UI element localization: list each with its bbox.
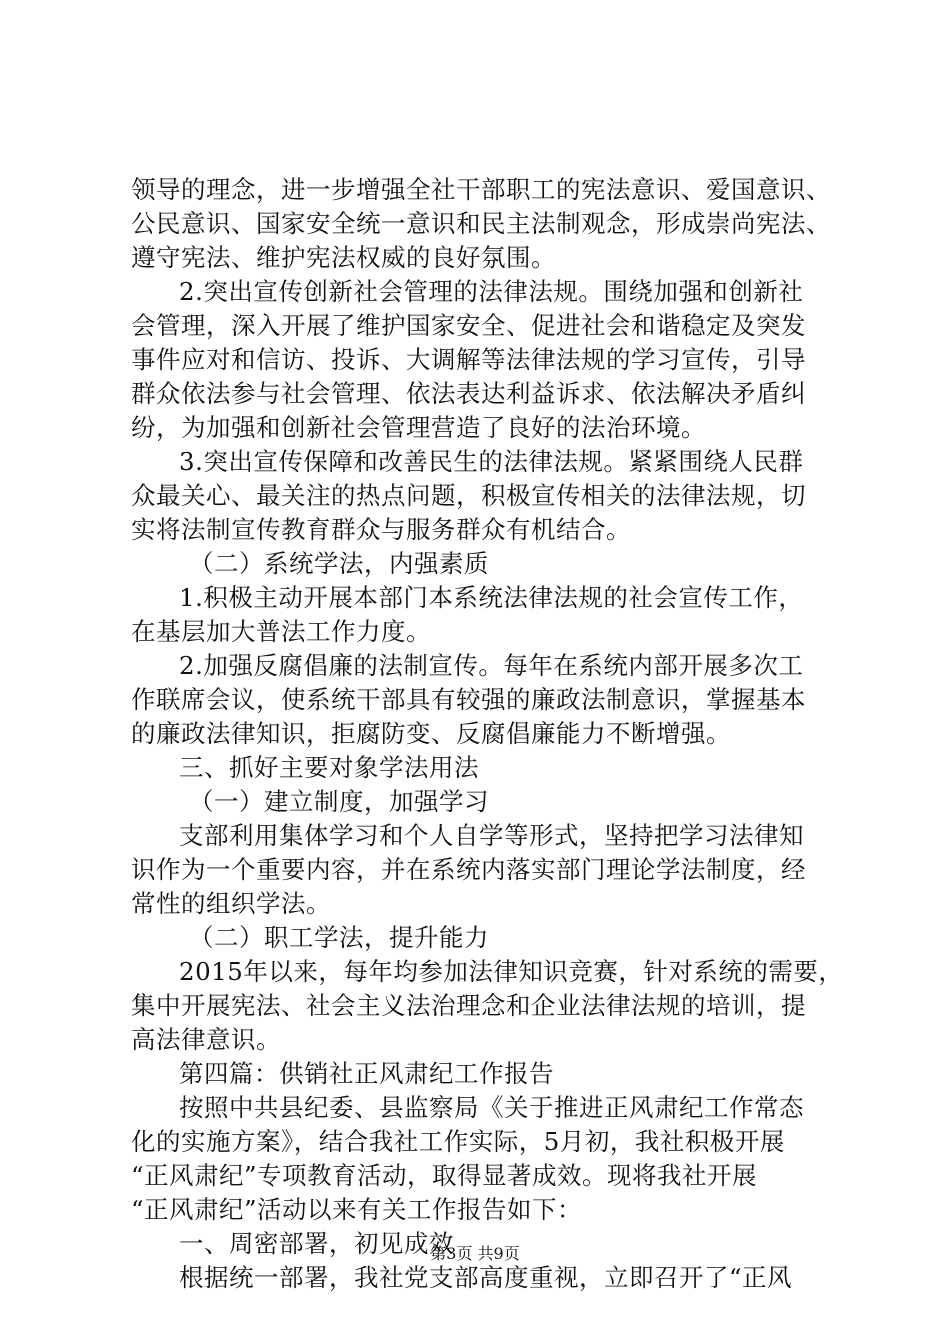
text-line: 2.突出宣传创新社会管理的法律法规。围绕加强和创新社	[179, 277, 804, 306]
text-line: 按照中共县纪委、县监察局《关于推进正风肃纪工作常态	[179, 1093, 804, 1122]
text-line: 3.突出宣传保障和改善民生的法律法规。紧紧围绕人民群	[179, 447, 804, 476]
text-line: “正风肃纪”活动以来有关工作报告如下：	[131, 1195, 583, 1224]
text-line: “正风肃纪”专项教育活动，取得显著成效。现将我社开展	[131, 1161, 758, 1190]
text-line: 支部利用集体学习和个人自学等形式，坚持把学习法律知	[179, 821, 804, 850]
text-line: 会管理，深入开展了维护国家安全、促进社会和谐稳定及突发	[131, 311, 806, 340]
section-heading: 一、周密部署，初见成效	[179, 1229, 454, 1258]
text-line: 众最关心、最关注的热点问题，积极宣传相关的法律法规，切	[131, 481, 806, 510]
text-line: 作联席会议，使系统干部具有较强的廉政法制意识，掌握基本	[131, 685, 806, 714]
text-line: 1.积极主动开展本部门本系统法律法规的社会宣传工作，	[179, 583, 804, 612]
page-footer: 第3页 共9页	[430, 1244, 520, 1263]
text-line: 事件应对和信访、投诉、大调解等法律法规的学习宣传，引导	[131, 345, 806, 374]
text-line: 在基层加大普法工作力度。	[131, 617, 431, 646]
chapter-title: 第四篇：供销社正风肃纪工作报告	[179, 1059, 554, 1088]
text-line: 化的实施方案》，结合我社工作实际，5月初，我社积极开展	[131, 1127, 785, 1156]
document-body	[131, 173, 851, 1295]
text-line: 常性的组织学法。	[131, 889, 331, 918]
text-line: 2.加强反腐倡廉的法制宣传。每年在系统内部开展多次工	[179, 651, 804, 680]
text-line: 集中开展宪法、社会主义法治理念和企业法律法规的培训，提	[131, 991, 806, 1020]
section-heading: （二）系统学法，内强素质	[189, 549, 489, 578]
text-line: 群众依法参与社会管理、依法表达利益诉求、依法解决矛盾纠	[131, 379, 806, 408]
text-line: 识作为一个重要内容，并在系统内落实部门理论学法制度，经	[131, 855, 806, 884]
section-heading: 三、抓好主要对象学法用法	[179, 753, 479, 782]
text-line: 遵守宪法、维护宪法权威的良好氛围。	[131, 243, 556, 272]
text-line: 纷，为加强和创新社会管理营造了良好的法治环境。	[131, 413, 706, 442]
text-line: 2015年以来，每年均参加法律知识竞赛，针对系统的需要，	[179, 957, 844, 986]
text-line: 高法律意识。	[131, 1025, 281, 1054]
section-heading: （二）职工学法，提升能力	[189, 923, 489, 952]
text-line: 根据统一部署，我社党支部高度重视，立即召开了“正风	[179, 1263, 793, 1292]
text-line: 领导的理念，进一步增强全社干部职工的宪法意识、爱国意识、	[131, 175, 831, 204]
text-line: 公民意识、国家安全统一意识和民主法制观念，形成崇尚宪法、	[131, 209, 831, 238]
text-line: 实将法制宣传教育群众与服务群众有机结合。	[131, 515, 631, 544]
section-heading: （一）建立制度，加强学习	[189, 787, 489, 816]
text-line: 的廉政法律知识，拒腐防变、反腐倡廉能力不断增强。	[131, 719, 731, 748]
